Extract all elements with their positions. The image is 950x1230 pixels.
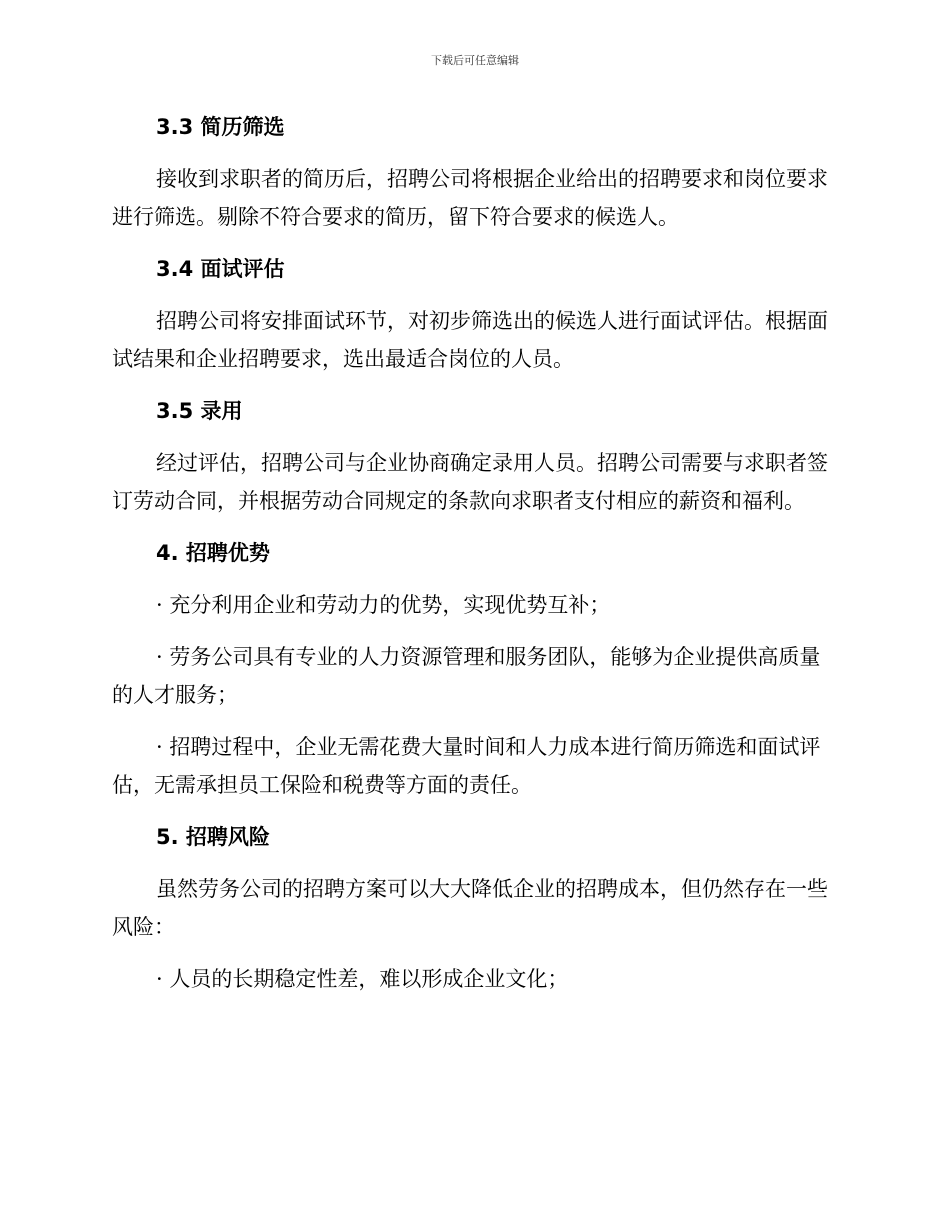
section-5-heading: 5. 招聘风险 — [156, 825, 270, 849]
section-4-heading: 4. 招聘优势 — [156, 541, 270, 565]
risk-item-1: · 人员的长期稳定性差，难以形成企业文化； — [156, 967, 569, 991]
section-3-5-heading: 3.5 录用 — [156, 399, 243, 423]
document-body — [112, 108, 832, 998]
advantage-item-1: · 充分利用企业和劳动力的优势，实现优势互补； — [156, 593, 611, 617]
section-3-5-paragraph: 经过评估，招聘公司与企业协商确定录用人员。招聘公司需要与求职者签订劳动合同，并根据劳动合同规定的条款向求职者支付相应的薪资和福利。 — [112, 451, 828, 513]
section-3-4-paragraph: 招聘公司将安排面试环节，对初步筛选出的候选人进行面试评估。根据面试结果和企业招聘要求，选出最适合岗位的人员。 — [112, 309, 828, 371]
advantage-item-3: · 招聘过程中，企业无需花费大量时间和人力成本进行简历筛选和面试评估，无需承担员工保险和税费等方面的责任。 — [112, 735, 821, 797]
page-header: 下载后可任意编辑 — [431, 54, 519, 67]
section-3-3-heading: 3.3 简历筛选 — [156, 115, 285, 139]
advantage-item-2: · 劳务公司具有专业的人力资源管理和服务团队，能够为企业提供高质量的人才服务； — [112, 645, 821, 707]
section-3-3-paragraph: 接收到求职者的简历后，招聘公司将根据企业给出的招聘要求和岗位要求进行筛选。剔除不符合要求的简历，留下符合要求的候选人。 — [112, 167, 828, 229]
section-3-4-heading: 3.4 面试评估 — [156, 257, 285, 281]
section-5-paragraph: 虽然劳务公司的招聘方案可以大大降低企业的招聘成本，但仍然存在一些风险： — [112, 877, 828, 939]
